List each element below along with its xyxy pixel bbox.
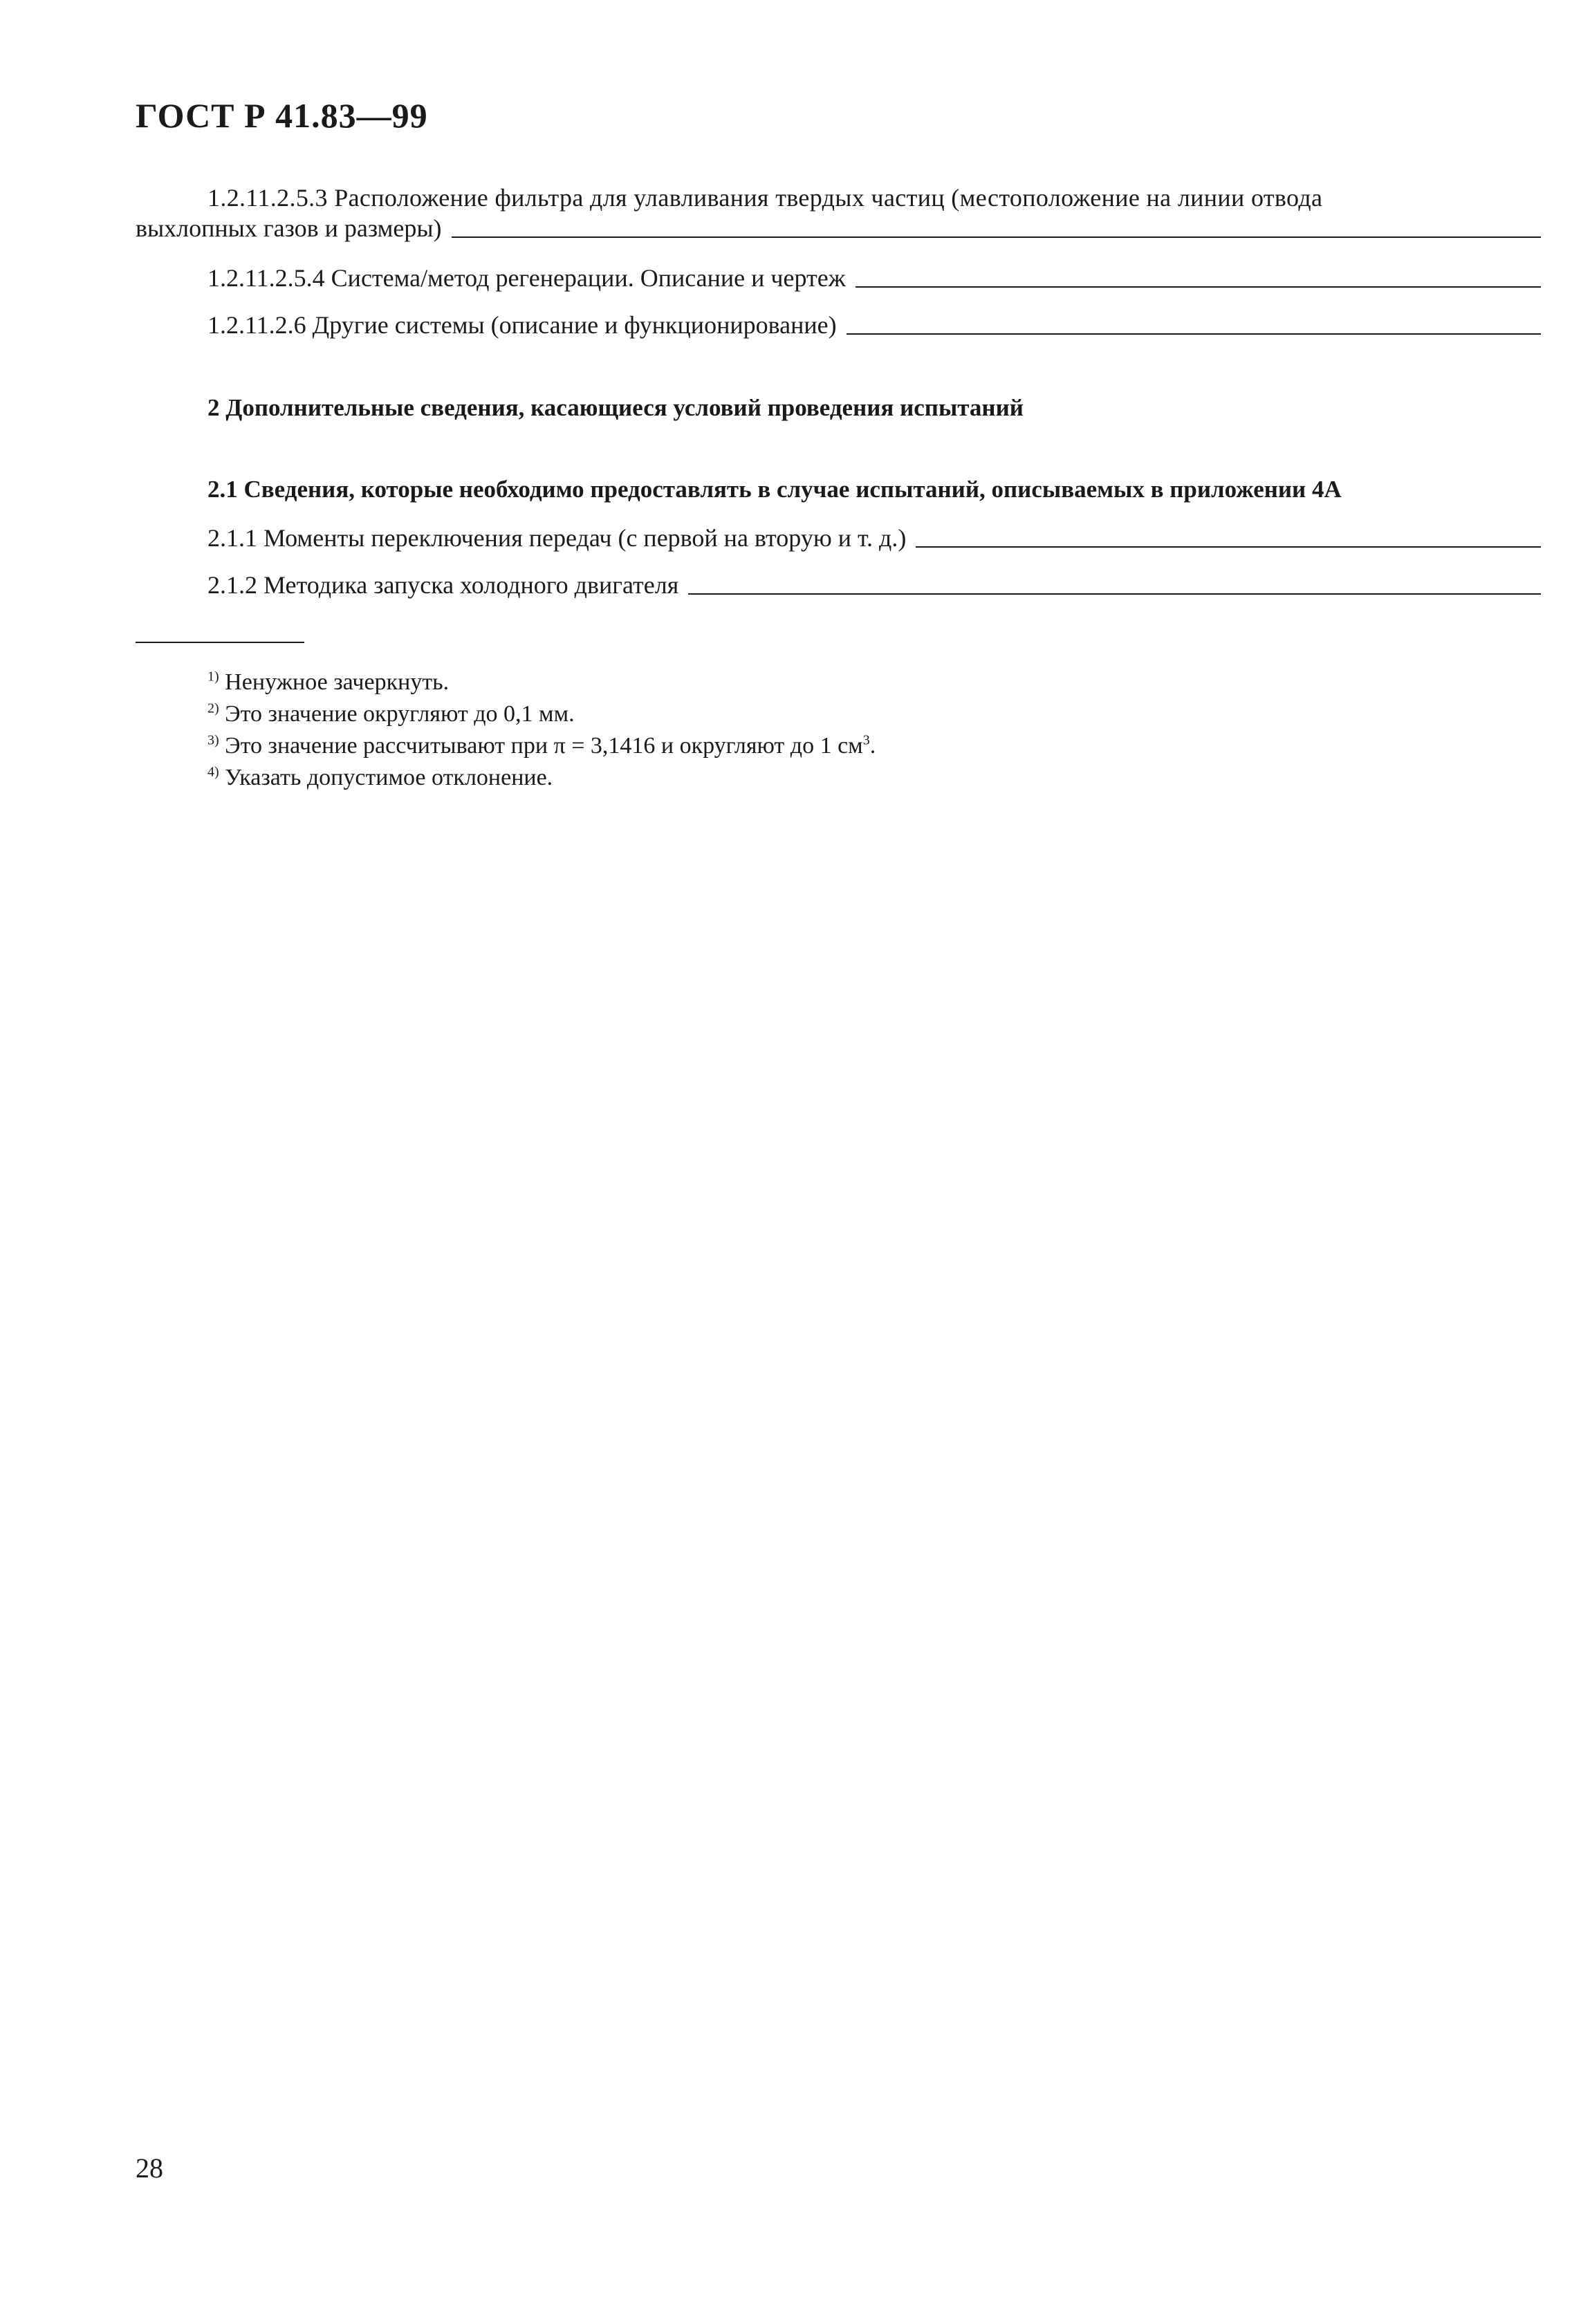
superscript-exponent: 3 — [862, 732, 870, 748]
fill-in-blank-line[interactable] — [916, 545, 1541, 548]
item-1-2-11-2-6-row — [207, 313, 1541, 337]
footnote-text: Указать допустимое отклонение. — [225, 765, 553, 790]
footnote-1 — [207, 671, 449, 694]
page-number: 28 — [136, 2153, 163, 2184]
footnote-mark: 1) — [207, 669, 219, 685]
document-code-header: ГОСТ Р 41.83—99 — [136, 96, 428, 135]
footnote-mark: 3) — [207, 732, 219, 748]
section-2-1-heading: 2.1 Сведения, которые необходимо предоставлять в случае испытаний, описываемых в приложении 4А — [207, 476, 1342, 503]
footnote-text: Это значение округляют до 0,1 мм. — [225, 701, 575, 727]
footnote-tail: . — [869, 733, 876, 759]
fill-in-blank-line[interactable] — [688, 592, 1541, 595]
fill-in-blank-line[interactable] — [856, 285, 1541, 288]
footnote-3 — [207, 734, 876, 758]
item-1-2-11-2-5-3-text: 1.2.11.2.5.3 Расположение фильтра для улавливания твердых частиц (местоположение на линии отвода — [207, 184, 1323, 212]
item-2-1-1-text: 2.1.1 Моменты переключения передач (с первой на вторую и т. д.) — [207, 524, 907, 552]
item-1-2-11-2-5-3-row — [136, 216, 1541, 241]
section-2-heading: 2 Дополнительные сведения, касающиеся условий проведения испытаний — [207, 394, 1024, 421]
footnote-separator — [136, 642, 304, 643]
item-1-2-11-2-6-text: 1.2.11.2.6 Другие системы (описание и функционирование) — [207, 311, 837, 339]
item-1-2-11-2-5-4-row — [207, 266, 1541, 290]
footnote-mark: 2) — [207, 700, 219, 716]
footnote-text: Это значение рассчитывают при π = 3,1416 и округляют до 1 см — [225, 733, 863, 759]
fill-in-blank-line[interactable] — [847, 332, 1541, 335]
item-2-1-2-text: 2.1.2 Методика запуска холодного двигателя — [207, 571, 679, 599]
footnote-text: Ненужное зачеркнуть. — [225, 669, 450, 695]
item-1-2-11-2-5-4-text: 1.2.11.2.5.4 Система/метод регенерации. Описание и чертеж — [207, 264, 846, 292]
footnote-2 — [207, 700, 575, 727]
fill-in-blank-line[interactable] — [452, 235, 1541, 238]
item-2-1-1-row — [207, 526, 1541, 550]
footnote-mark: 4) — [207, 764, 219, 780]
footnote-4 — [207, 766, 553, 790]
item-2-1-2-row — [207, 573, 1541, 597]
item-1-2-11-2-5-3-continuation: выхлопных газов и размеры) — [136, 214, 442, 242]
